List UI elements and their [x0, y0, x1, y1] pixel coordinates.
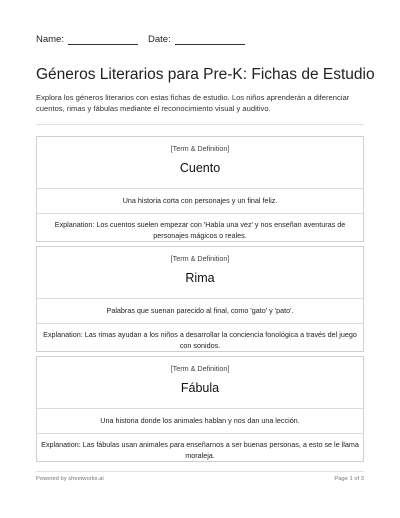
card-tag: [Term & Definition]	[170, 254, 230, 263]
card-tag: [Term & Definition]	[170, 144, 230, 153]
flashcard-cuento	[36, 136, 364, 242]
card-term: Cuento	[179, 161, 221, 175]
header-divider	[36, 124, 364, 125]
card-definition: Palabras que suenan parecido al final, como 'gato' y 'pato'.	[37, 299, 363, 324]
card-explanation: Explanation: Las rimas ayudan a los niños a desarrollar la conciencia fonológica a través del juego con sonidos.	[43, 330, 357, 350]
page-number: Page 1 of 3	[334, 476, 364, 482]
footer-credit: Powered by sheetworks.ai	[36, 476, 104, 482]
card-definition: Una historia corta con personajes y un final feliz.	[37, 189, 363, 214]
card-definition: Una historia donde los animales hablan y nos dan una lección.	[37, 409, 363, 434]
date-label: Date:	[148, 34, 171, 45]
flashcard-fabula	[36, 356, 364, 462]
date-field[interactable]	[148, 34, 245, 45]
card-explanation: Explanation: Los cuentos suelen empezar con 'Había una vez' y nos enseñan aventuras de personajes mágicos o reales.	[54, 220, 346, 240]
page-title: Géneros Literarios para Pre-K: Fichas de Estudio	[36, 66, 375, 83]
flashcard-rima	[36, 246, 364, 352]
card-term: Fábula	[180, 381, 220, 395]
name-date-row	[36, 34, 364, 48]
card-head	[37, 247, 363, 299]
card-head	[37, 357, 363, 409]
intro-text: Explora los géneros literarios con estas fichas de estudio. Los niños aprenderán a diferenciar cuentos, rimas y fábulas mediante el reconocimiento visual y auditivo.	[36, 93, 350, 113]
card-term: Rima	[185, 271, 215, 285]
date-blank-line[interactable]	[175, 35, 245, 45]
card-explanation: Explanation: Las fábulas usan animales para enseñarnos a ser buenas personas, a esto se le llama moraleja.	[41, 440, 359, 460]
name-label: Name:	[36, 34, 64, 45]
footer-divider	[36, 471, 364, 472]
card-head	[37, 137, 363, 189]
card-tag: [Term & Definition]	[170, 364, 230, 373]
name-blank-line[interactable]	[68, 35, 138, 45]
name-field[interactable]	[36, 34, 138, 45]
